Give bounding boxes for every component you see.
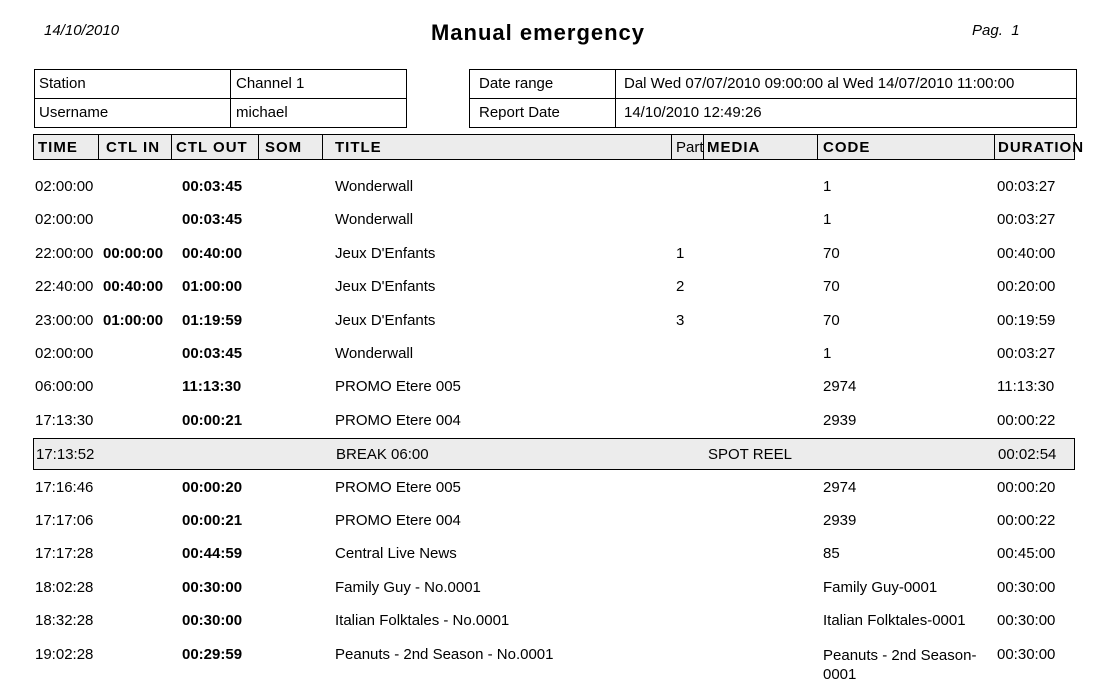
break-row [33, 438, 1075, 470]
cell-title: Wonderwall [335, 211, 414, 228]
cell-duration: 00:40:00 [997, 245, 1056, 262]
cell-duration: 11:13:30 [997, 378, 1055, 395]
cell-time: 22:40:00 [35, 278, 94, 295]
username-label: Username [39, 104, 109, 121]
cell-title: Wonderwall [335, 345, 414, 362]
cell-code: 70 [823, 312, 840, 329]
cell-title: BREAK 06:00 [336, 446, 429, 463]
table-row [33, 404, 1075, 436]
cell-code: 1 [823, 211, 832, 228]
date-range-label: Date range [479, 75, 554, 92]
col-part: Part [676, 139, 704, 156]
cell-ctl-out: 00:00:21 [182, 412, 243, 429]
info-box-right [469, 69, 1077, 128]
cell-code: 1 [823, 178, 832, 195]
cell-ctl-out: 01:19:59 [182, 312, 243, 329]
cell-code: 70 [823, 278, 840, 295]
cell-ctl-out: 00:00:20 [182, 479, 243, 496]
page-number: 1 [1011, 22, 1020, 39]
cell-ctl-out: 11:13:30 [182, 378, 242, 395]
table-row [33, 304, 1075, 336]
cell-ctl-out: 00:44:59 [182, 545, 243, 562]
cell-title: Italian Folktales - No.0001 [335, 612, 510, 629]
cell-time: 17:16:46 [35, 479, 94, 496]
report-date-label: Report Date [479, 104, 560, 121]
cell-title: PROMO Etere 004 [335, 412, 461, 429]
col-time: TIME [38, 139, 78, 156]
cell-title: Peanuts - 2nd Season - No.0001 [335, 646, 554, 663]
table-row [33, 170, 1075, 202]
cell-time: 17:17:28 [35, 545, 94, 562]
table-row [33, 604, 1075, 636]
cell-duration: 00:00:22 [997, 412, 1056, 429]
cell-part: 2 [676, 278, 685, 295]
cell-code: 1 [823, 345, 832, 362]
cell-code: Peanuts - 2nd Season-0001 [823, 647, 977, 683]
cell-title: Central Live News [335, 545, 457, 562]
cell-code: 2939 [823, 512, 857, 529]
table-row [33, 270, 1075, 302]
cell-duration: 00:03:27 [997, 211, 1056, 228]
cell-ctl-out: 00:03:45 [182, 211, 243, 228]
cell-time: 02:00:00 [35, 345, 94, 362]
col-ctl-out: CTL OUT [176, 139, 248, 156]
cell-ctl-out: 00:00:21 [182, 512, 243, 529]
cell-ctl-in: 00:00:00 [103, 245, 164, 262]
info-box-left [34, 69, 407, 128]
report-title: Manual emergency [430, 20, 646, 45]
table-row [33, 471, 1075, 503]
cell-title: PROMO Etere 005 [335, 479, 461, 496]
station-label: Station [39, 75, 86, 92]
column-header [33, 134, 1085, 160]
cell-time: 22:00:00 [35, 245, 94, 262]
table-row [33, 237, 1075, 269]
cell-part: 3 [676, 312, 685, 329]
cell-duration: 00:30:00 [997, 612, 1056, 629]
col-som: SOM [265, 139, 303, 156]
cell-ctl-out: 00:40:00 [182, 245, 243, 262]
cell-time: 23:00:00 [35, 312, 94, 329]
cell-title: Jeux D'Enfants [335, 312, 436, 329]
cell-code: Family Guy-0001 [823, 579, 938, 596]
cell-duration: 00:03:27 [997, 178, 1056, 195]
cell-title: PROMO Etere 005 [335, 378, 461, 395]
cell-title: Jeux D'Enfants [335, 278, 436, 295]
cell-ctl-in: 00:40:00 [103, 278, 164, 295]
cell-code: 2974 [823, 378, 857, 395]
cell-ctl-out: 00:29:59 [182, 646, 243, 663]
cell-duration: 00:30:00 [997, 646, 1056, 663]
cell-title: Family Guy - No.0001 [335, 579, 481, 596]
cell-title: Wonderwall [335, 178, 414, 195]
cell-ctl-out: 01:00:00 [182, 278, 243, 295]
cell-time: 17:17:06 [35, 512, 94, 529]
cell-duration: 00:19:59 [997, 312, 1056, 329]
cell-code: Italian Folktales-0001 [823, 612, 966, 629]
report-date-value: 14/10/2010 12:49:26 [624, 104, 762, 121]
cell-part: 1 [676, 245, 685, 262]
station-value: Channel 1 [236, 75, 305, 92]
cell-time: 18:02:28 [35, 579, 94, 596]
table-row [33, 638, 1075, 684]
username-value: michael [236, 104, 288, 121]
table-row [33, 203, 1075, 235]
cell-title: PROMO Etere 004 [335, 512, 461, 529]
cell-code: 85 [823, 545, 840, 562]
page-label: Pag. [972, 22, 1003, 39]
cell-duration: 00:00:22 [997, 512, 1056, 529]
cell-ctl-out: 00:30:00 [182, 579, 243, 596]
col-code: CODE [823, 139, 871, 156]
cell-duration: 00:02:54 [998, 446, 1057, 463]
table-row [33, 571, 1075, 603]
cell-code: 2974 [823, 479, 857, 496]
table-row [33, 504, 1075, 536]
cell-code: 70 [823, 245, 840, 262]
cell-duration: 00:30:00 [997, 579, 1056, 596]
table-row [33, 537, 1075, 569]
cell-time: 17:13:52 [36, 446, 95, 463]
cell-ctl-out: 00:30:00 [182, 612, 243, 629]
report-date: 14/10/2010 [44, 22, 120, 39]
table-row [33, 337, 1075, 369]
date-range-value: Dal Wed 07/07/2010 09:00:00 al Wed 14/07/2010 11:00:00 [624, 75, 1015, 92]
cell-duration: 00:03:27 [997, 345, 1056, 362]
cell-media: SPOT REEL [708, 446, 792, 463]
table-row [33, 370, 1075, 402]
cell-duration: 00:20:00 [997, 278, 1056, 295]
cell-title: Jeux D'Enfants [335, 245, 436, 262]
cell-ctl-in: 01:00:00 [103, 312, 164, 329]
cell-time: 02:00:00 [35, 211, 94, 228]
cell-code: 2939 [823, 412, 857, 429]
cell-time: 17:13:30 [35, 412, 94, 429]
col-title: TITLE [335, 139, 382, 156]
cell-ctl-out: 00:03:45 [182, 178, 243, 195]
col-duration: DURATION [998, 139, 1085, 156]
cell-duration: 00:00:20 [997, 479, 1056, 496]
cell-time: 19:02:28 [35, 646, 94, 663]
col-media: MEDIA [707, 139, 761, 156]
page-indicator [972, 22, 1020, 39]
col-ctl-in: CTL IN [106, 139, 161, 156]
cell-ctl-out: 00:03:45 [182, 345, 243, 362]
cell-time: 18:32:28 [35, 612, 94, 629]
cell-time: 06:00:00 [35, 378, 94, 395]
cell-time: 02:00:00 [35, 178, 94, 195]
cell-duration: 00:45:00 [997, 545, 1056, 562]
